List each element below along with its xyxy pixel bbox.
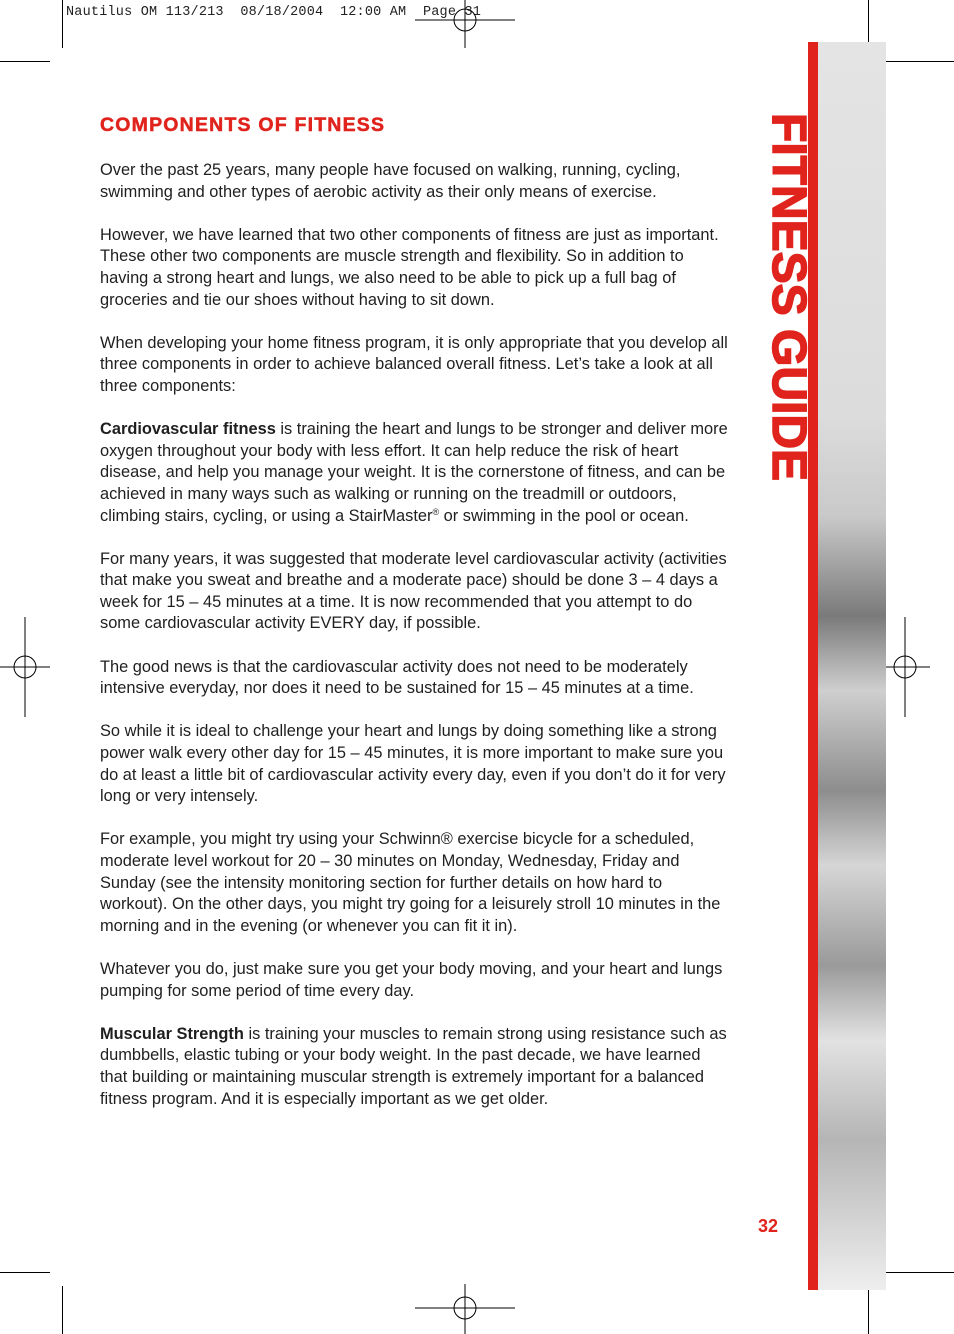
paragraph-cardiovascular [100, 419, 732, 527]
paragraph-recommendation: For many years, it was suggested that moderate level cardiovascular activity (activities that make you sweat and breathe and a moderate pace) should be done 3 – 4 days a week for 15 – 45 minutes at a time. It is now recommended that you attempt to do some cardiovascular activity EVERY day, if possible. [100, 549, 727, 633]
crop-mark [0, 61, 50, 62]
paragraph-muscular-strength [100, 1024, 732, 1110]
crop-mark [62, 0, 63, 48]
page-heading: COMPONENTS OF FITNESS [100, 114, 386, 136]
crop-mark [868, 1286, 869, 1334]
registered-mark: ® [432, 506, 440, 517]
registration-mark-bottom [415, 1284, 515, 1334]
side-section-title: FITNESS GUIDE [762, 113, 815, 482]
side-photo-strip [818, 42, 886, 1290]
paragraph-good-news: The good news is that the cardiovascular activity does not need to be moderately intensive everyday, nor does it need to be sustained for 15 – 45 minutes at a time. [100, 657, 694, 698]
registration-mark-left [0, 617, 50, 717]
crop-mark [62, 1286, 63, 1334]
paragraph-daily-activity: So while it is ideal to challenge your heart and lungs by doing something like a strong power walk every other day for 15 – 45 minutes, it is more important to make sure you do at least a little bit of cardiovascular activity every day, even if you don’t do it for very long or very intensely. [100, 722, 726, 806]
crop-mark [882, 61, 954, 62]
muscular-description: is training your muscles to remain strong using resistance such as dumbbells, elastic tubing or your body weight. In the past decade, we have learned that building or maintaining muscular strength is extremely important for a balanced fitness program. And it is especially important as we get older. [100, 1024, 727, 1108]
paragraph-components: However, we have learned that two other components of fitness are just as important. These other two components are muscle strength and flexibility. So in addition to having a strong heart and lungs, we also need to be able to pick up a full bag of groceries and tie our shoes without having to sit down. [100, 225, 719, 309]
crop-mark [882, 1272, 954, 1273]
registration-mark-right [880, 617, 930, 717]
crop-mark [868, 0, 869, 48]
cardio-description-end: or swimming in the pool or ocean. [439, 506, 689, 525]
article-body [100, 160, 732, 1132]
paragraph-home-program: When developing your home fitness program, it is only appropriate that you develop all three components in order to achieve balanced overall fitness. Let’s take a look at all three components: [100, 333, 728, 395]
term-cardiovascular-fitness: Cardiovascular fitness [100, 420, 276, 439]
registration-mark-top [415, 0, 515, 48]
paragraph-intro: Over the past 25 years, many people have focused on walking, running, cycling, swimming and other types of aerobic activity as their only means of exercise. [100, 161, 681, 201]
print-slug: Nautilus OM 113/213 08/18/2004 12:00 AM Page 31 [66, 5, 482, 20]
term-muscular-strength: Muscular Strength [100, 1024, 244, 1043]
paragraph-example: For example, you might try using your Schwinn® exercise bicycle for a scheduled, moderate level workout for 20 – 30 minutes on Monday, Wednesday, Friday and Sunday (see the intensity monitoring section for further details on how hard to workout). On the other days, you might try going for a leisurely stroll 10 minutes in the morning and in the evening (or whenever you can fit it in). [100, 830, 721, 935]
crop-mark [0, 1272, 50, 1273]
cardio-description: is training the heart and lungs to be stronger and deliver more oxygen throughout your body with less effort. It can help reduce the risk of heart disease, and help you manage your weight. It is the cornerstone of fitness, and can be achieved in many ways such as walking or running on the treadmill or outdoors, climbing stairs, cycling, or using a StairMaster [100, 420, 728, 525]
page-number: 32 [758, 1216, 779, 1236]
paragraph-keep-moving: Whatever you do, just make sure you get your body moving, and your heart and lungs pumping for some period of time every day. [100, 959, 723, 1000]
